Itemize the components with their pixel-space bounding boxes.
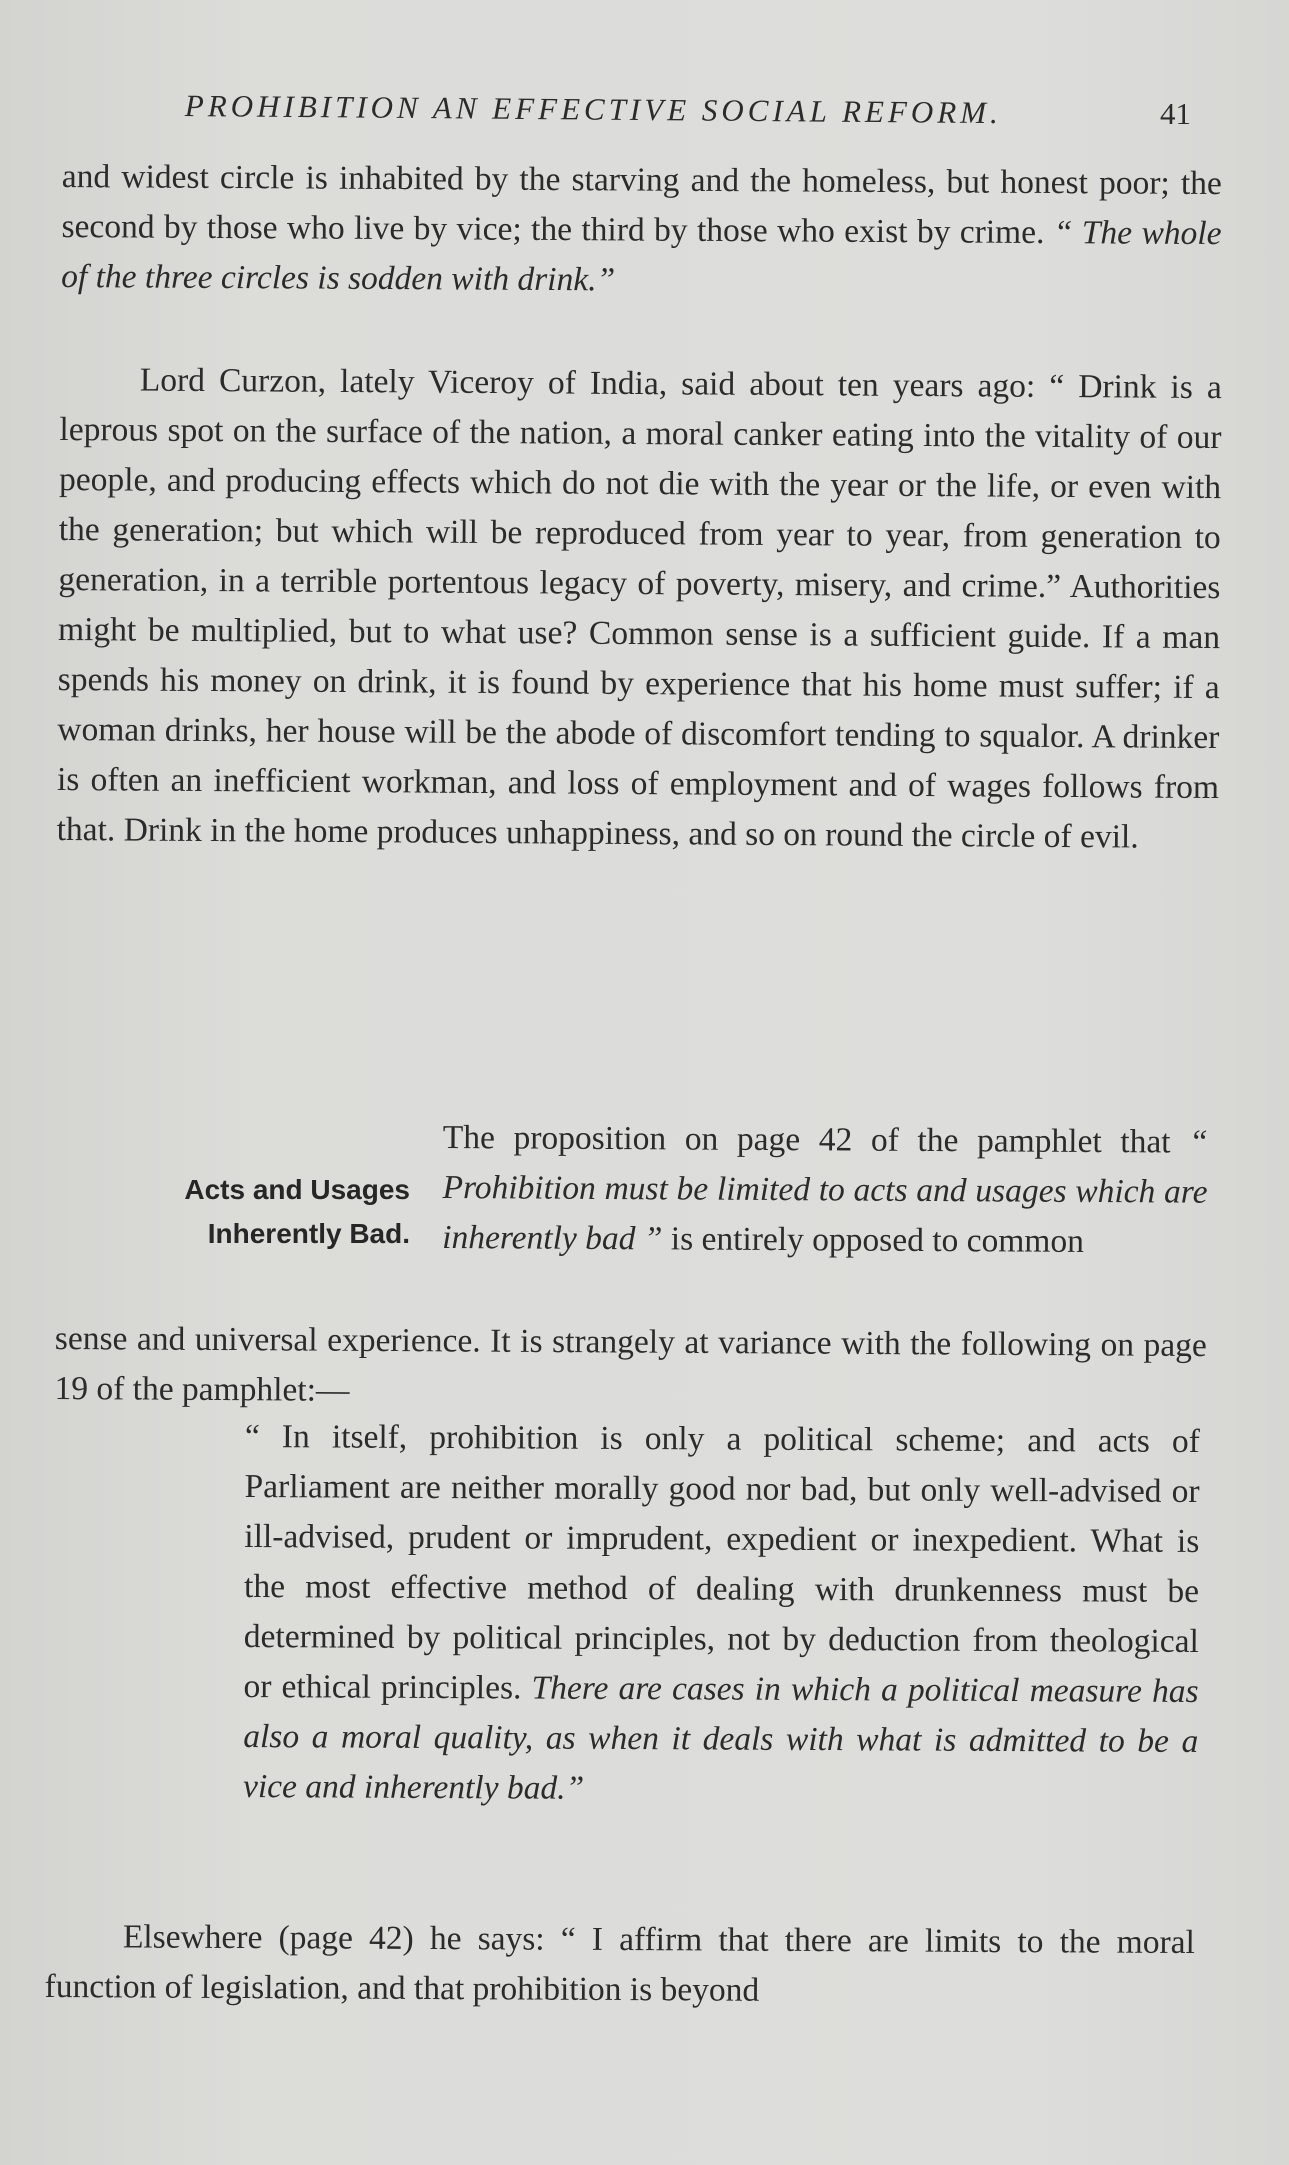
sidenote-line-1: Acts and Usages: [184, 1174, 410, 1205]
paragraph-1-italic-quote: “ The whole of the three circles is sodden with drink.”: [61, 214, 1222, 299]
page-number: 41: [1160, 96, 1191, 131]
paragraph-4: Elsewhere (page 42) he says: “ I affirm that there are limits to the moral function of legislation, and that prohibition is beyond: [44, 1918, 1195, 2009]
block-quote-text: “ In itself, prohibition is only a political scheme; and acts of Parliament are neither morally good nor bad, but only well-advised or ill-advised, prudent or imprudent, expedient or inexpedient. What is the most effective method of dealing with drunkenness must be determined by political principles, not by deduction from theological or ethical principles.: [243, 1417, 1200, 1707]
margin-sidenote: [90, 1168, 410, 1256]
running-title: PROHIBITION AN EFFECTIVE SOCIAL REFORM.: [184, 88, 1002, 131]
paragraph-1: [61, 152, 1222, 309]
paragraph-3-italic-quote: “ Prohibition must be limited to acts and usages which are inherently bad ”: [442, 1123, 1208, 1258]
sidenote-line-2: Inherently Bad.: [207, 1218, 410, 1249]
paragraph-3-continuation: sense and universal experience. It is strangely at variance with the following on page 19 of the pamphlet:—: [54, 1319, 1207, 1409]
paragraph-3-text-end: is entirely opposed to common: [662, 1220, 1085, 1260]
paragraph-3-text: The proposition on page 42 of the pamphlet that: [442, 1118, 1190, 1161]
paragraph-1-text: and widest circle is inhabited by the starving and the homeless, but honest poor; the second by those who live by vice; the third by those who exist by crime.: [61, 157, 1222, 252]
paragraph-2: Lord Curzon, lately Viceroy of India, said about ten years ago: “ Drink is a leprous spot on the surface of the nation, a moral canker eating into the vitality of our people, and producing effects which do not die with the year or the life, or even with the generation; but which will be reproduced from year to year, from generation to generation, in a terrible portentous legacy of poverty, misery, and crime.” Authorities might be multiplied, but to what use? Common sense is a sufficient guide. If a man spends his money on drink, it is found by experience that his home must suffer; if a woman drinks, her house will be the abode of discomfort tending to squalor. A drinker is often an inefficient workman, and loss of employment and of wages follows from that. Drink in the home produces unhappiness, and so on round the circle of evil.: [56, 361, 1222, 856]
block-quote-italic: There are cases in which a political measure has also a moral quality, as when it deals with what is admitted to be a vice and inherently bad.”: [242, 1669, 1199, 1807]
paragraph-3-opening: [442, 1113, 1208, 1268]
block-quote: [243, 1412, 1200, 1817]
